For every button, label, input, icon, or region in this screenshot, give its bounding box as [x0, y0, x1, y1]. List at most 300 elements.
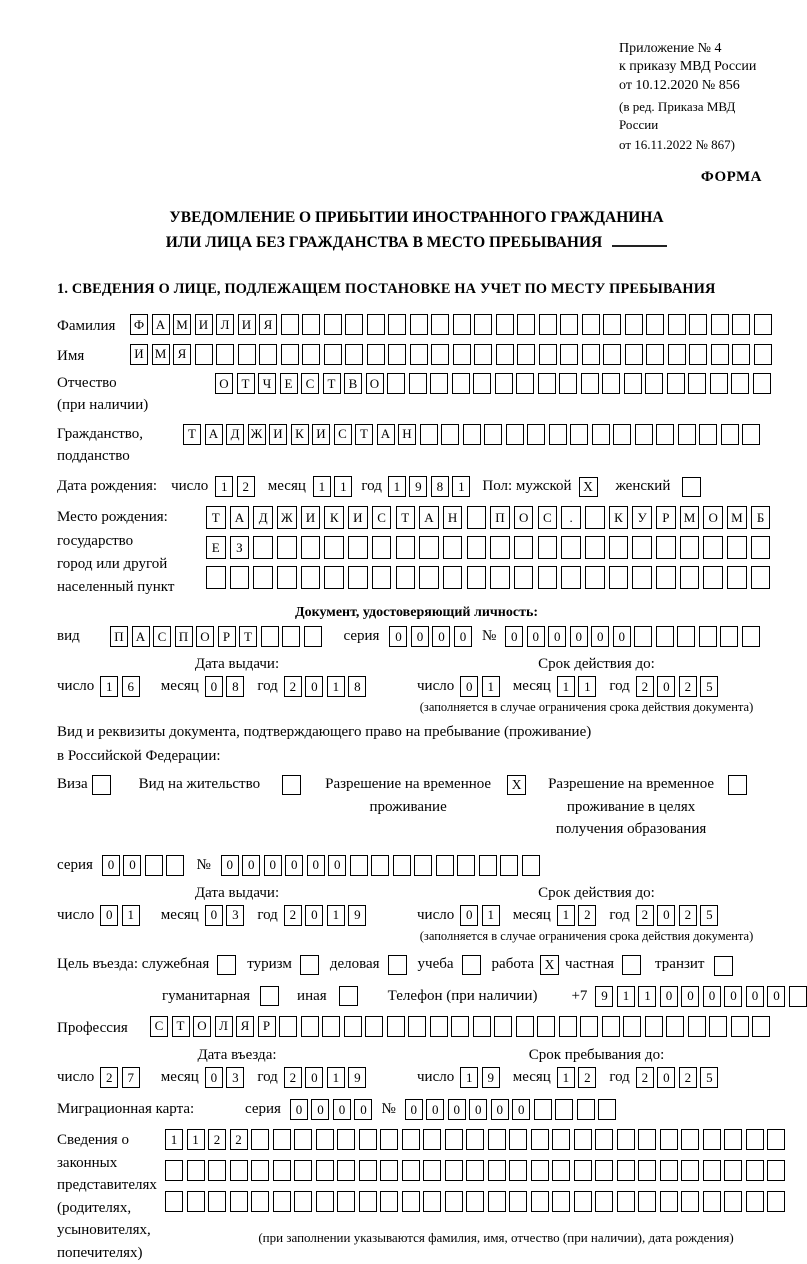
char-cell[interactable]	[294, 1160, 312, 1181]
char-cell[interactable]: 0	[307, 855, 325, 876]
char-cell[interactable]: Т	[239, 626, 257, 647]
sex-female-checkbox[interactable]	[682, 477, 701, 497]
char-cell[interactable]: 9	[482, 1067, 500, 1088]
char-cell[interactable]	[689, 344, 707, 365]
char-cell[interactable]	[479, 855, 497, 876]
char-cell[interactable]	[371, 855, 389, 876]
char-cell[interactable]	[281, 344, 299, 365]
char-cell[interactable]	[166, 855, 184, 876]
char-cell[interactable]: 0	[405, 1099, 423, 1120]
char-cell[interactable]	[724, 1191, 742, 1212]
char-cell[interactable]	[731, 1016, 749, 1037]
temp-residence-edu-checkbox[interactable]	[728, 775, 747, 795]
char-cell[interactable]: А	[205, 424, 223, 445]
char-cell[interactable]: 1	[327, 905, 345, 926]
char-cell[interactable]	[474, 344, 492, 365]
char-cell[interactable]	[294, 1129, 312, 1150]
char-cell[interactable]	[324, 536, 344, 559]
char-cell[interactable]: .	[561, 506, 581, 529]
char-cell[interactable]	[603, 344, 621, 365]
char-cell[interactable]	[337, 1160, 355, 1181]
char-cell[interactable]	[634, 626, 652, 647]
char-cell[interactable]	[534, 1099, 552, 1120]
char-cell[interactable]	[552, 1160, 570, 1181]
char-cell[interactable]	[660, 1191, 678, 1212]
char-cell[interactable]: 6	[122, 676, 140, 697]
char-cell[interactable]	[145, 855, 163, 876]
char-cell[interactable]: 0	[613, 626, 631, 647]
char-cell[interactable]	[624, 373, 642, 394]
char-cell[interactable]: 0	[221, 855, 239, 876]
char-cell[interactable]	[517, 314, 535, 335]
char-cell[interactable]	[453, 314, 471, 335]
char-cell[interactable]	[282, 626, 300, 647]
char-cell[interactable]	[623, 1016, 641, 1037]
char-cell[interactable]: 0	[460, 905, 478, 926]
sex-male-checkbox[interactable]: X	[579, 477, 598, 497]
char-cell[interactable]: 3	[226, 1067, 244, 1088]
char-cell[interactable]	[443, 566, 463, 589]
char-cell[interactable]	[345, 314, 363, 335]
char-cell[interactable]	[372, 536, 392, 559]
char-cell[interactable]: 0	[100, 905, 118, 926]
char-cell[interactable]: Л	[215, 1016, 233, 1037]
char-cell[interactable]: 0	[469, 1099, 487, 1120]
char-cell[interactable]	[484, 424, 502, 445]
char-cell[interactable]	[301, 536, 321, 559]
char-cell[interactable]	[703, 1191, 721, 1212]
char-cell[interactable]: 0	[311, 1099, 329, 1120]
char-cell[interactable]	[467, 536, 487, 559]
char-cell[interactable]	[380, 1129, 398, 1150]
purpose-private-checkbox[interactable]	[622, 955, 641, 975]
char-cell[interactable]: 0	[660, 986, 678, 1007]
char-cell[interactable]: 1	[638, 986, 656, 1007]
char-cell[interactable]: 8	[226, 676, 244, 697]
char-cell[interactable]: 0	[591, 626, 609, 647]
char-cell[interactable]	[703, 1129, 721, 1150]
char-cell[interactable]: 0	[411, 626, 429, 647]
char-cell[interactable]: 3	[226, 905, 244, 926]
char-cell[interactable]: 5	[700, 676, 718, 697]
char-cell[interactable]: А	[377, 424, 395, 445]
char-cell[interactable]	[474, 314, 492, 335]
char-cell[interactable]: 0	[285, 855, 303, 876]
char-cell[interactable]	[656, 566, 676, 589]
char-cell[interactable]	[350, 855, 368, 876]
char-cell[interactable]	[337, 1129, 355, 1150]
char-cell[interactable]	[531, 1129, 549, 1150]
char-cell[interactable]	[625, 344, 643, 365]
char-cell[interactable]	[699, 424, 717, 445]
char-cell[interactable]	[316, 1191, 334, 1212]
purpose-work-checkbox[interactable]: X	[540, 955, 559, 975]
char-cell[interactable]	[527, 424, 545, 445]
char-cell[interactable]	[538, 566, 558, 589]
char-cell[interactable]	[688, 1016, 706, 1037]
char-cell[interactable]: И	[238, 314, 256, 335]
char-cell[interactable]	[324, 566, 344, 589]
char-cell[interactable]	[560, 344, 578, 365]
char-cell[interactable]	[273, 1191, 291, 1212]
char-cell[interactable]: 9	[595, 986, 613, 1007]
char-cell[interactable]	[253, 536, 273, 559]
char-cell[interactable]	[570, 424, 588, 445]
char-cell[interactable]: 0	[657, 676, 675, 697]
char-cell[interactable]	[253, 566, 273, 589]
char-cell[interactable]: Ж	[277, 506, 297, 529]
char-cell[interactable]	[431, 314, 449, 335]
char-cell[interactable]	[617, 1191, 635, 1212]
char-cell[interactable]	[430, 373, 448, 394]
char-cell[interactable]	[638, 1129, 656, 1150]
char-cell[interactable]: Л	[216, 314, 234, 335]
char-cell[interactable]: Т	[237, 373, 255, 394]
char-cell[interactable]	[494, 1016, 512, 1037]
char-cell[interactable]	[539, 344, 557, 365]
char-cell[interactable]	[746, 1129, 764, 1150]
char-cell[interactable]	[549, 424, 567, 445]
char-cell[interactable]	[431, 344, 449, 365]
char-cell[interactable]: 0	[460, 676, 478, 697]
char-cell[interactable]	[466, 1129, 484, 1150]
char-cell[interactable]: 1	[482, 905, 500, 926]
char-cell[interactable]	[595, 1160, 613, 1181]
char-cell[interactable]	[656, 536, 676, 559]
char-cell[interactable]: Д	[226, 424, 244, 445]
char-cell[interactable]: О	[366, 373, 384, 394]
char-cell[interactable]	[585, 566, 605, 589]
char-cell[interactable]: Т	[355, 424, 373, 445]
char-cell[interactable]	[259, 344, 277, 365]
char-cell[interactable]: 0	[305, 1067, 323, 1088]
char-cell[interactable]	[767, 1160, 785, 1181]
char-cell[interactable]: 1	[122, 905, 140, 926]
char-cell[interactable]	[467, 506, 487, 529]
purpose-transit-checkbox[interactable]	[714, 956, 733, 976]
char-cell[interactable]: 0	[426, 1099, 444, 1120]
char-cell[interactable]	[537, 1016, 555, 1037]
char-cell[interactable]	[367, 314, 385, 335]
char-cell[interactable]: 1	[557, 676, 575, 697]
char-cell[interactable]	[230, 566, 250, 589]
char-cell[interactable]	[632, 566, 652, 589]
char-cell[interactable]	[301, 1016, 319, 1037]
char-cell[interactable]	[645, 373, 663, 394]
char-cell[interactable]: Ж	[248, 424, 266, 445]
char-cell[interactable]	[230, 1191, 248, 1212]
char-cell[interactable]	[251, 1129, 269, 1150]
char-cell[interactable]	[436, 855, 454, 876]
char-cell[interactable]	[754, 314, 772, 335]
char-cell[interactable]	[580, 1016, 598, 1037]
char-cell[interactable]: И	[312, 424, 330, 445]
char-cell[interactable]: С	[150, 1016, 168, 1037]
char-cell[interactable]	[279, 1016, 297, 1037]
char-cell[interactable]: Д	[253, 506, 273, 529]
char-cell[interactable]	[402, 1160, 420, 1181]
char-cell[interactable]	[488, 1191, 506, 1212]
char-cell[interactable]	[559, 1016, 577, 1037]
char-cell[interactable]	[273, 1129, 291, 1150]
char-cell[interactable]: П	[110, 626, 128, 647]
char-cell[interactable]	[187, 1160, 205, 1181]
char-cell[interactable]	[617, 1129, 635, 1150]
char-cell[interactable]	[574, 1129, 592, 1150]
char-cell[interactable]: Н	[398, 424, 416, 445]
char-cell[interactable]	[443, 536, 463, 559]
char-cell[interactable]	[419, 566, 439, 589]
char-cell[interactable]	[380, 1191, 398, 1212]
char-cell[interactable]: 1	[327, 1067, 345, 1088]
char-cell[interactable]	[316, 1129, 334, 1150]
char-cell[interactable]	[522, 855, 540, 876]
char-cell[interactable]: Р	[258, 1016, 276, 1037]
char-cell[interactable]	[216, 344, 234, 365]
char-cell[interactable]: Т	[172, 1016, 190, 1037]
char-cell[interactable]	[441, 424, 459, 445]
char-cell[interactable]	[742, 626, 760, 647]
char-cell[interactable]	[767, 1129, 785, 1150]
char-cell[interactable]	[678, 424, 696, 445]
char-cell[interactable]	[208, 1191, 226, 1212]
char-cell[interactable]	[463, 424, 481, 445]
char-cell[interactable]	[752, 1016, 770, 1037]
char-cell[interactable]: 1	[327, 676, 345, 697]
char-cell[interactable]	[598, 1099, 616, 1120]
char-cell[interactable]	[414, 855, 432, 876]
char-cell[interactable]: 1	[557, 905, 575, 926]
char-cell[interactable]: Я	[236, 1016, 254, 1037]
char-cell[interactable]: А	[132, 626, 150, 647]
char-cell[interactable]	[538, 536, 558, 559]
char-cell[interactable]	[602, 373, 620, 394]
char-cell[interactable]: 2	[679, 905, 697, 926]
char-cell[interactable]	[337, 1191, 355, 1212]
char-cell[interactable]	[419, 536, 439, 559]
char-cell[interactable]	[516, 1016, 534, 1037]
char-cell[interactable]	[506, 424, 524, 445]
char-cell[interactable]	[732, 314, 750, 335]
char-cell[interactable]	[617, 1160, 635, 1181]
char-cell[interactable]	[727, 536, 747, 559]
char-cell[interactable]: 0	[123, 855, 141, 876]
char-cell[interactable]: 2	[284, 676, 302, 697]
char-cell[interactable]	[467, 566, 487, 589]
char-cell[interactable]	[402, 1191, 420, 1212]
char-cell[interactable]	[585, 536, 605, 559]
char-cell[interactable]: 1	[334, 476, 352, 497]
char-cell[interactable]	[345, 344, 363, 365]
char-cell[interactable]	[466, 1191, 484, 1212]
char-cell[interactable]	[516, 373, 534, 394]
char-cell[interactable]	[681, 1191, 699, 1212]
char-cell[interactable]	[746, 1160, 764, 1181]
char-cell[interactable]: 0	[432, 626, 450, 647]
char-cell[interactable]	[581, 373, 599, 394]
char-cell[interactable]: 0	[548, 626, 566, 647]
char-cell[interactable]: 5	[700, 905, 718, 926]
char-cell[interactable]	[609, 566, 629, 589]
char-cell[interactable]	[277, 566, 297, 589]
char-cell[interactable]	[680, 566, 700, 589]
char-cell[interactable]: П	[490, 506, 510, 529]
char-cell[interactable]	[638, 1191, 656, 1212]
char-cell[interactable]: 5	[700, 1067, 718, 1088]
visa-checkbox[interactable]	[92, 775, 111, 795]
char-cell[interactable]	[410, 314, 428, 335]
char-cell[interactable]: И	[130, 344, 148, 365]
char-cell[interactable]	[208, 1160, 226, 1181]
char-cell[interactable]: М	[152, 344, 170, 365]
char-cell[interactable]	[348, 566, 368, 589]
char-cell[interactable]	[380, 1160, 398, 1181]
char-cell[interactable]	[667, 373, 685, 394]
char-cell[interactable]: 0	[491, 1099, 509, 1120]
char-cell[interactable]	[592, 424, 610, 445]
char-cell[interactable]: И	[301, 506, 321, 529]
char-cell[interactable]	[488, 1129, 506, 1150]
char-cell[interactable]: М	[680, 506, 700, 529]
char-cell[interactable]	[751, 566, 771, 589]
char-cell[interactable]	[625, 314, 643, 335]
char-cell[interactable]	[452, 373, 470, 394]
char-cell[interactable]: К	[324, 506, 344, 529]
char-cell[interactable]	[324, 314, 342, 335]
char-cell[interactable]	[681, 1129, 699, 1150]
char-cell[interactable]	[731, 373, 749, 394]
char-cell[interactable]	[473, 1016, 491, 1037]
char-cell[interactable]: С	[153, 626, 171, 647]
char-cell[interactable]	[281, 314, 299, 335]
char-cell[interactable]	[613, 424, 631, 445]
char-cell[interactable]	[496, 314, 514, 335]
char-cell[interactable]	[500, 855, 518, 876]
temp-residence-checkbox[interactable]: X	[507, 775, 526, 795]
char-cell[interactable]	[574, 1191, 592, 1212]
char-cell[interactable]	[302, 344, 320, 365]
char-cell[interactable]	[251, 1191, 269, 1212]
char-cell[interactable]	[445, 1129, 463, 1150]
char-cell[interactable]	[746, 1191, 764, 1212]
char-cell[interactable]	[517, 344, 535, 365]
char-cell[interactable]	[509, 1160, 527, 1181]
char-cell[interactable]	[466, 1160, 484, 1181]
char-cell[interactable]: О	[196, 626, 214, 647]
char-cell[interactable]: 2	[679, 676, 697, 697]
char-cell[interactable]: 2	[237, 476, 255, 497]
char-cell[interactable]	[561, 536, 581, 559]
purpose-tourism-checkbox[interactable]	[300, 955, 319, 975]
char-cell[interactable]	[273, 1160, 291, 1181]
char-cell[interactable]	[367, 344, 385, 365]
char-cell[interactable]	[359, 1160, 377, 1181]
purpose-official-checkbox[interactable]	[217, 955, 236, 975]
char-cell[interactable]	[703, 1160, 721, 1181]
char-cell[interactable]: 0	[205, 1067, 223, 1088]
char-cell[interactable]	[555, 1099, 573, 1120]
char-cell[interactable]	[582, 344, 600, 365]
char-cell[interactable]: М	[173, 314, 191, 335]
char-cell[interactable]	[574, 1160, 592, 1181]
char-cell[interactable]: Ф	[130, 314, 148, 335]
char-cell[interactable]	[577, 1099, 595, 1120]
char-cell[interactable]: 2	[578, 905, 596, 926]
char-cell[interactable]: 1	[100, 676, 118, 697]
char-cell[interactable]: 8	[348, 676, 366, 697]
char-cell[interactable]: С	[372, 506, 392, 529]
char-cell[interactable]	[490, 566, 510, 589]
char-cell[interactable]: 0	[305, 905, 323, 926]
char-cell[interactable]: 1	[460, 1067, 478, 1088]
char-cell[interactable]	[582, 314, 600, 335]
char-cell[interactable]: 1	[482, 676, 500, 697]
char-cell[interactable]	[645, 1016, 663, 1037]
char-cell[interactable]	[753, 373, 771, 394]
char-cell[interactable]	[677, 626, 695, 647]
char-cell[interactable]	[531, 1160, 549, 1181]
char-cell[interactable]: 1	[215, 476, 233, 497]
char-cell[interactable]: Т	[396, 506, 416, 529]
char-cell[interactable]	[387, 1016, 405, 1037]
char-cell[interactable]: 2	[679, 1067, 697, 1088]
char-cell[interactable]	[703, 536, 723, 559]
char-cell[interactable]	[302, 314, 320, 335]
purpose-humanitarian-checkbox[interactable]	[260, 986, 279, 1006]
char-cell[interactable]	[680, 536, 700, 559]
char-cell[interactable]	[711, 314, 729, 335]
char-cell[interactable]: И	[269, 424, 287, 445]
char-cell[interactable]	[348, 536, 368, 559]
char-cell[interactable]: 2	[578, 1067, 596, 1088]
char-cell[interactable]: 2	[284, 1067, 302, 1088]
char-cell[interactable]	[560, 314, 578, 335]
char-cell[interactable]	[514, 536, 534, 559]
char-cell[interactable]	[445, 1160, 463, 1181]
char-cell[interactable]: Р	[656, 506, 676, 529]
char-cell[interactable]	[490, 536, 510, 559]
char-cell[interactable]: Т	[206, 506, 226, 529]
char-cell[interactable]: С	[334, 424, 352, 445]
char-cell[interactable]	[539, 314, 557, 335]
char-cell[interactable]: 0	[448, 1099, 466, 1120]
char-cell[interactable]	[754, 344, 772, 365]
char-cell[interactable]: З	[230, 536, 250, 559]
char-cell[interactable]	[727, 566, 747, 589]
char-cell[interactable]	[711, 344, 729, 365]
char-cell[interactable]: 0	[657, 905, 675, 926]
char-cell[interactable]	[344, 1016, 362, 1037]
char-cell[interactable]	[388, 314, 406, 335]
char-cell[interactable]	[195, 344, 213, 365]
char-cell[interactable]	[710, 373, 728, 394]
char-cell[interactable]: У	[632, 506, 652, 529]
char-cell[interactable]	[724, 1129, 742, 1150]
char-cell[interactable]	[732, 344, 750, 365]
char-cell[interactable]: 0	[570, 626, 588, 647]
char-cell[interactable]	[408, 1016, 426, 1037]
char-cell[interactable]	[322, 1016, 340, 1037]
char-cell[interactable]	[724, 1160, 742, 1181]
char-cell[interactable]: В	[344, 373, 362, 394]
char-cell[interactable]	[294, 1191, 312, 1212]
char-cell[interactable]	[595, 1129, 613, 1150]
char-cell[interactable]	[635, 424, 653, 445]
char-cell[interactable]	[709, 1016, 727, 1037]
char-cell[interactable]	[751, 536, 771, 559]
char-cell[interactable]: А	[152, 314, 170, 335]
char-cell[interactable]: 0	[242, 855, 260, 876]
